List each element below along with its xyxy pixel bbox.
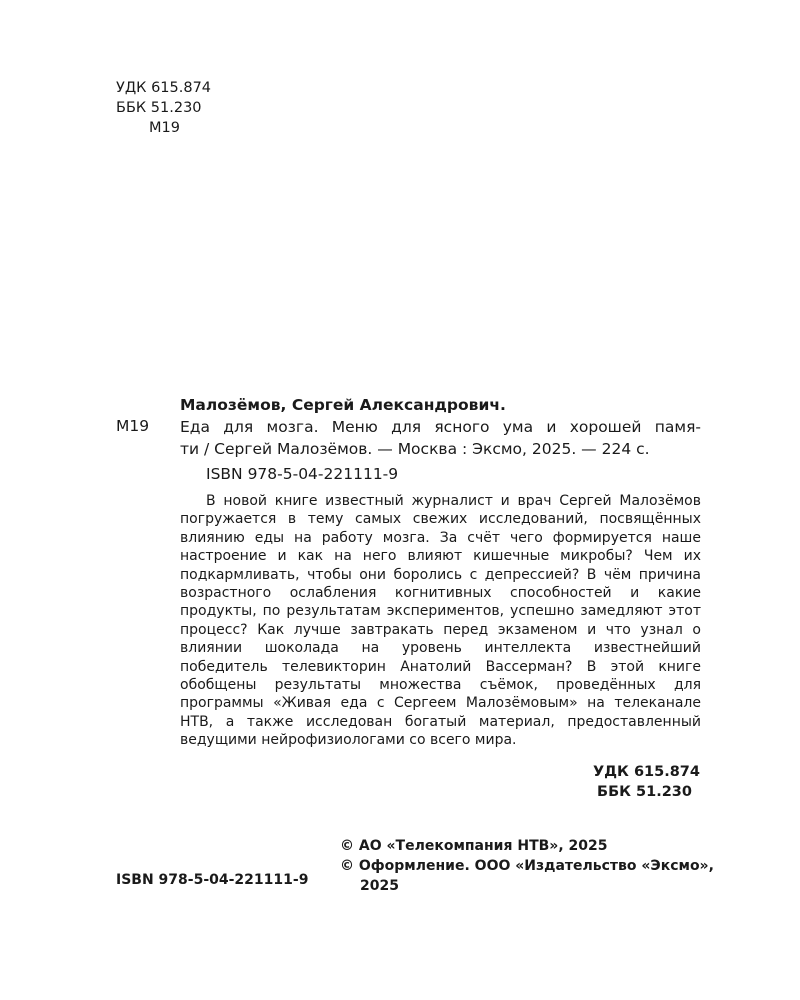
copyright-ntv: © АО «Телекомпания НТВ», 2025 [340, 838, 608, 854]
footer-isbn: ISBN 978-5-04-221111-9 [116, 872, 309, 888]
bbk-code: ББК 51.230 [116, 100, 202, 116]
header-classification-codes [116, 78, 211, 138]
entry-isbn: ISBN 978-5-04-221111-9 [206, 465, 399, 483]
bbk-code-bold: ББК 51.230 [597, 784, 692, 800]
classification-codes-bold [540, 762, 700, 802]
udk-code: УДК 615.874 [116, 80, 212, 96]
author-name: Малозёмов, Сергей Александрович. [180, 396, 506, 414]
copyright-block [340, 836, 714, 896]
copyright-eksmo: © Оформление. ООО «Издательство «Эксмо», [340, 858, 714, 874]
title-line-2: ти / Сергей Малозёмов. — Москва : Эксмо, 2025. — 224 с. [180, 440, 650, 458]
copyright-eksmo-year: 2025 [360, 878, 399, 894]
author-mark: М19 [149, 120, 180, 136]
annotation [180, 492, 701, 750]
annotation-text: В новой книге известный журналист и врач Сергей Малозёмов погружается в тему самых свежих исследований, посвящённых влиянию еды на работу мозга. За счёт чего формируется наше настроение и как на него влияют кишечные микробы? Чем их подкармливать, чтобы они боролись с депрессией? В чём причина возрастного ослабления когнитивных способностей и какие продукты, по результатам экспериментов, успешно замедляют этот процесс? Как лучше завтракать перед экзаменом и что узнал о влиянии шоколада на уровень интеллекта известнейший победитель телевикторин Анатолий Вассерман? В этой книге обобщены результаты множества съёмок, проведённых для программы «Живая еда с Сергеем Малозёмовым» на телеканале НТВ, а также исследован богатый материал, предоставленный ведущими нейрофизиологами со всего мира. [180, 493, 701, 749]
book-title-entry [180, 416, 701, 460]
title-line-1: Еда для мозга. Меню для ясного ума и хорошей памя- [180, 418, 701, 436]
entry-author-mark: М19 [116, 417, 150, 435]
udk-code-bold: УДК 615.874 [592, 764, 700, 780]
